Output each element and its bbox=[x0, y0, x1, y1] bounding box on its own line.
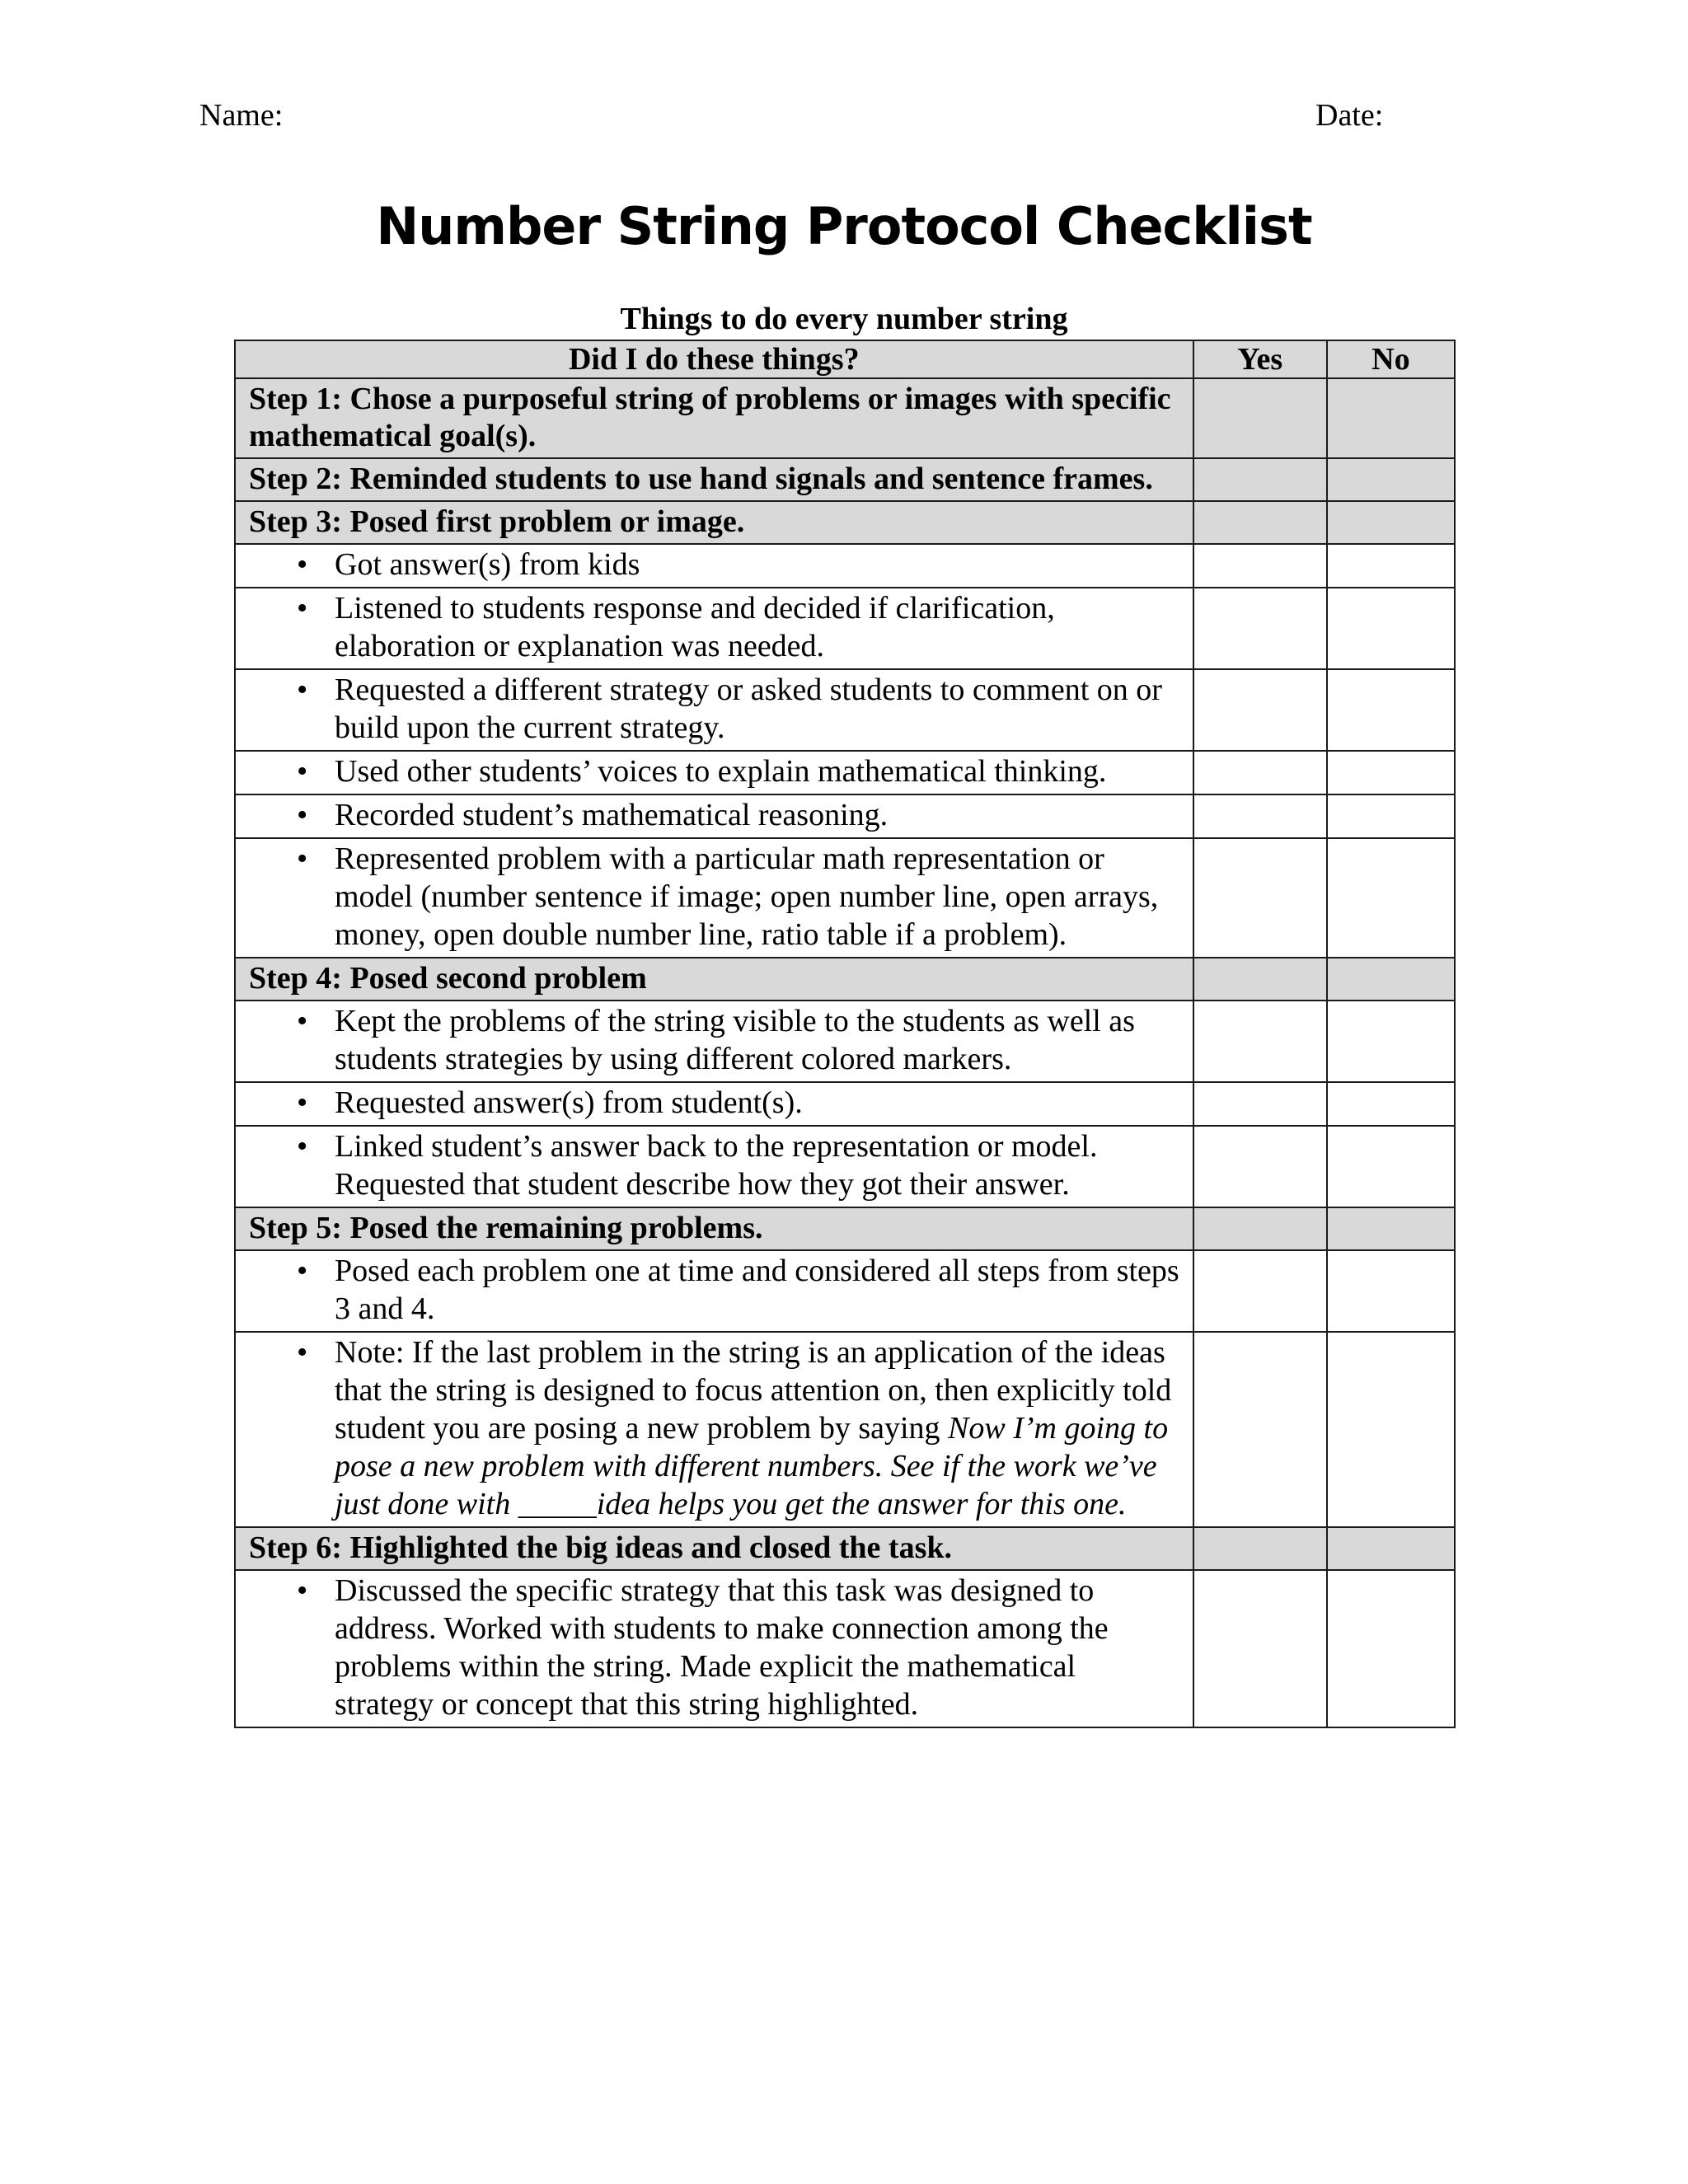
yes-cell[interactable] bbox=[1193, 751, 1327, 794]
checklist-item bbox=[235, 544, 1455, 588]
item-text: Got answer(s) from kids bbox=[335, 547, 640, 582]
step-row-3 bbox=[235, 501, 1455, 544]
step-row-5 bbox=[235, 1207, 1455, 1250]
yes-cell[interactable] bbox=[1193, 1332, 1327, 1527]
step-5-text: Step 5: Posed the remaining problems. bbox=[235, 1207, 1193, 1250]
header-no: No bbox=[1327, 340, 1455, 378]
step-2-text: Step 2: Reminded students to use hand signals and sentence frames. bbox=[235, 458, 1193, 501]
no-cell[interactable] bbox=[1327, 1332, 1455, 1527]
yes-cell[interactable] bbox=[1193, 378, 1327, 458]
no-cell[interactable] bbox=[1327, 958, 1455, 1001]
no-cell[interactable] bbox=[1327, 1570, 1455, 1727]
bullet-icon: • bbox=[297, 1129, 308, 1164]
checklist-item bbox=[235, 1001, 1455, 1082]
no-cell[interactable] bbox=[1327, 751, 1455, 794]
yes-cell[interactable] bbox=[1193, 1126, 1327, 1207]
item-text: Posed each problem one at time and considered all steps from steps 3 and 4. bbox=[335, 1254, 1179, 1326]
yes-cell[interactable] bbox=[1193, 1207, 1327, 1250]
checklist-item bbox=[235, 588, 1455, 669]
item-text: Listened to students response and decided if clarification, elaboration or explanation was needed. bbox=[335, 591, 1055, 663]
bullet-icon: • bbox=[297, 591, 308, 626]
no-cell[interactable] bbox=[1327, 838, 1455, 958]
bullet-icon: • bbox=[297, 673, 308, 707]
name-label: Name: bbox=[199, 98, 284, 133]
item-text: Linked student’s answer back to the representation or model. Requested that student describe how they got their answer. bbox=[335, 1129, 1098, 1202]
checklist-table bbox=[234, 340, 1456, 1728]
no-cell[interactable] bbox=[1327, 1527, 1455, 1570]
no-cell[interactable] bbox=[1327, 1250, 1455, 1332]
no-cell[interactable] bbox=[1327, 378, 1455, 458]
yes-cell[interactable] bbox=[1193, 958, 1327, 1001]
bullet-icon: • bbox=[297, 1573, 308, 1608]
yes-cell[interactable] bbox=[1193, 669, 1327, 751]
yes-cell[interactable] bbox=[1193, 1082, 1327, 1126]
table-header-row bbox=[235, 340, 1455, 378]
bullet-icon: • bbox=[297, 1004, 308, 1038]
note-plain: Note: If the last problem in the string is an application of the ideas that the string is designed to focus attention on, then explicitly told student you are posing a new problem by saying bbox=[335, 1335, 1172, 1446]
checklist-item bbox=[235, 1250, 1455, 1332]
bullet-icon: • bbox=[297, 798, 308, 832]
checklist-item bbox=[235, 1570, 1455, 1727]
no-cell[interactable] bbox=[1327, 794, 1455, 838]
step-6-text: Step 6: Highlighted the big ideas and closed the task. bbox=[235, 1527, 1193, 1570]
bullet-icon: • bbox=[297, 1085, 308, 1120]
checklist-item bbox=[235, 751, 1455, 794]
date-label: Date: bbox=[1315, 98, 1384, 133]
note-text bbox=[335, 1333, 1181, 1523]
yes-cell[interactable] bbox=[1193, 1570, 1327, 1727]
page-title: Number String Protocol Checklist bbox=[376, 196, 1312, 256]
yes-cell[interactable] bbox=[1193, 1250, 1327, 1332]
bullet-icon: • bbox=[297, 754, 308, 789]
step-row-1 bbox=[235, 378, 1455, 458]
no-cell[interactable] bbox=[1327, 1082, 1455, 1126]
checklist-item bbox=[235, 1126, 1455, 1207]
note-italic: Now I’m going to pose a new problem with different numbers. See if the work we’ve just done with _____idea helps you get the answer for this one. bbox=[335, 1411, 1169, 1521]
item-text: Recorded student’s mathematical reasoning. bbox=[335, 798, 889, 832]
checklist-item bbox=[235, 669, 1455, 751]
item-text: Used other students’ voices to explain mathematical thinking. bbox=[335, 754, 1107, 789]
yes-cell[interactable] bbox=[1193, 544, 1327, 588]
no-cell[interactable] bbox=[1327, 1207, 1455, 1250]
no-cell[interactable] bbox=[1327, 501, 1455, 544]
bullet-icon: • bbox=[297, 547, 308, 582]
no-cell[interactable] bbox=[1327, 458, 1455, 501]
no-cell[interactable] bbox=[1327, 544, 1455, 588]
step-row-4 bbox=[235, 958, 1455, 1001]
step-row-2 bbox=[235, 458, 1455, 501]
item-text: Discussed the specific strategy that this task was designed to address. Worked with students to make connection among the problems within the string. Made explicit the mathematical strategy or concept that this string highlighted. bbox=[335, 1573, 1109, 1722]
no-cell[interactable] bbox=[1327, 1126, 1455, 1207]
no-cell[interactable] bbox=[1327, 669, 1455, 751]
yes-cell[interactable] bbox=[1193, 501, 1327, 544]
bullet-icon: • bbox=[297, 1335, 308, 1370]
step-row-6 bbox=[235, 1527, 1455, 1570]
yes-cell[interactable] bbox=[1193, 794, 1327, 838]
yes-cell[interactable] bbox=[1193, 838, 1327, 958]
yes-cell[interactable] bbox=[1193, 588, 1327, 669]
no-cell[interactable] bbox=[1327, 588, 1455, 669]
bullet-icon: • bbox=[297, 1254, 308, 1288]
yes-cell[interactable] bbox=[1193, 1001, 1327, 1082]
yes-cell[interactable] bbox=[1193, 458, 1327, 501]
yes-cell[interactable] bbox=[1193, 1527, 1327, 1570]
checklist-item-note bbox=[235, 1332, 1455, 1527]
bullet-icon: • bbox=[297, 841, 308, 876]
header-yes: Yes bbox=[1193, 340, 1327, 378]
item-text: Requested a different strategy or asked students to comment on or build upon the current strategy. bbox=[335, 673, 1162, 745]
item-text: Represented problem with a particular math representation or model (number sentence if image; open number line, open arrays, money, open double number line, ratio table if a problem). bbox=[335, 841, 1159, 952]
header-did-i: Did I do these things? bbox=[235, 340, 1193, 378]
checklist-item bbox=[235, 794, 1455, 838]
no-cell[interactable] bbox=[1327, 1001, 1455, 1082]
checklist-item bbox=[235, 1082, 1455, 1126]
item-text: Requested answer(s) from student(s). bbox=[335, 1085, 803, 1120]
step-4-text: Step 4: Posed second problem bbox=[235, 958, 1193, 1001]
checklist-item bbox=[235, 838, 1455, 958]
item-text: Kept the problems of the string visible to the students as well as students strategies by using different colored markers. bbox=[335, 1004, 1135, 1076]
step-1-text: Step 1: Chose a purposeful string of problems or images with specific mathematical goal(s). bbox=[235, 378, 1193, 458]
page-subtitle: Things to do every number string bbox=[620, 302, 1068, 336]
step-3-text: Step 3: Posed first problem or image. bbox=[235, 501, 1193, 544]
